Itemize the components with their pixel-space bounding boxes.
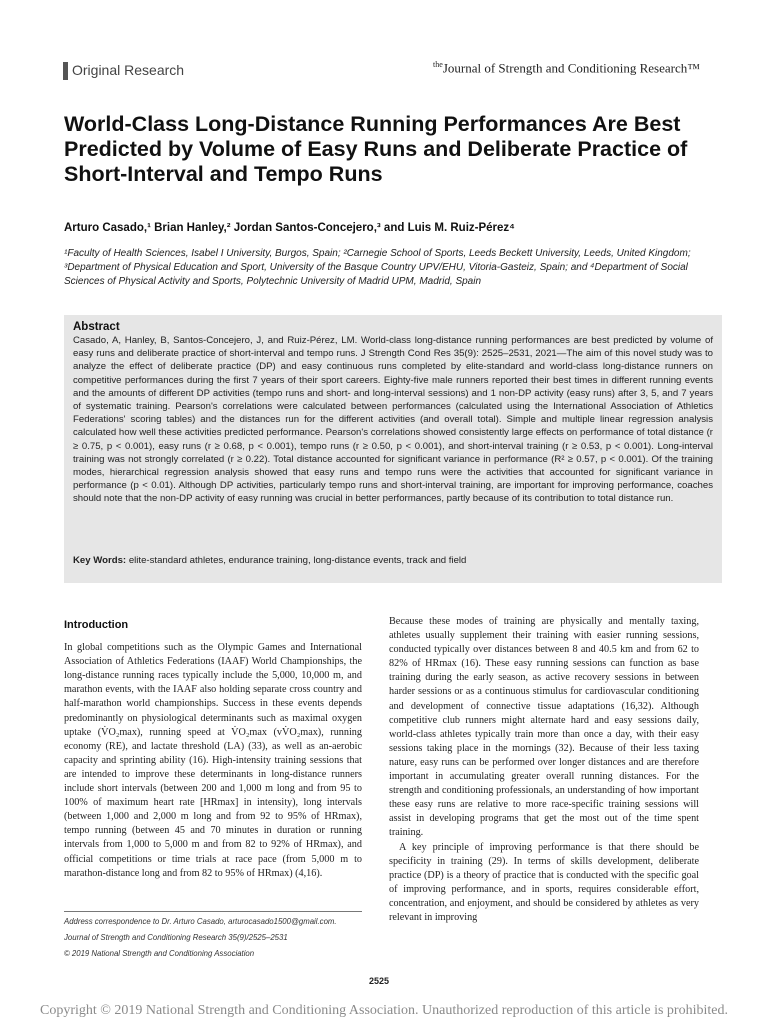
left-column: [64, 618, 362, 881]
abstract-box: [64, 315, 722, 583]
journal-title: Journal of Strength and Conditioning Research™: [442, 60, 700, 76]
introduction-heading: Introduction: [64, 619, 129, 631]
copyright-note: © 2019 National Strength and Conditioning Association: [64, 949, 255, 958]
article-title: World-Class Long-Distance Running Performances Are Best Predicted by Volume of Easy Runs and Deliberate Practice of Short-Interval and Tempo Runs: [64, 112, 688, 186]
affiliations: ¹Faculty of Health Sciences, Isabel I University, Burgos, Spain; ²Carnegie School of Sports, Leeds Beckett University, Leeds, United Kingdom; ³Department of Physical Education and Sport, University of the Basque Country UPV/EHU, Vitoria-Gasteiz, Spain; and ⁴Department of Social Sciences of Physical Activity and Sports, Polytechnic University of Madrid UPM, Madrid, Spain: [64, 248, 691, 287]
citation-note: Journal of Strength and Conditioning Research 35(9)/2525–2531: [64, 933, 288, 942]
abstract-heading: Abstract: [73, 321, 120, 333]
body-paragraph: A key principle of improving performance is that there should be specificity in training (29). In terms of skills development, deliberate practice (DP) is a theory of practice that is conducted with the specific goal of improving performance, and in sports, requires considerable effort, concentration, and enjoyment, and should be considered by athletes as very relevant in improving: [389, 841, 699, 923]
correspondence-note: Address correspondence to Dr. Arturo Casado, arturocasado1500@gmail.com.: [64, 917, 337, 926]
keywords-text: elite-standard athletes, endurance training, long-distance events, track and field: [128, 555, 467, 566]
copyright-watermark: Copyright © 2019 National Strength and Conditioning Association. Unauthorized reproduction of this article is prohibited.: [40, 1003, 728, 1018]
keywords: [73, 555, 713, 566]
footnote-divider: [64, 911, 362, 912]
author-list: Arturo Casado,¹ Brian Hanley,² Jordan Santos-Concejero,³ and Luis M. Ruiz-Pérez⁴: [64, 222, 515, 234]
section-marker-bar: [63, 62, 68, 80]
body-paragraph: In global competitions such as the Olympic Games and International Association of Athletics Federations (IAAF) World Championships, the long-distance running races typically include the 5,000, 10,000 m, and marathon events, with the IAAF also holding separate cross country and half-marathon world championships. Success in these events depends predominantly on physiological determinants such as maximal oxygen uptake (V̇O₂max), running speed at V̇O₂max (vV̇O₂max), running economy (RE), and lactate threshold (LA) (33), as well as an-aerobic capacity and sprinting ability (16). High-intensity training sessions that are intended to improve these determinants in long-distance runners include short intervals (between 200 and 1,000 m long and from 95 to 100% of maximum heart rate [HRmax] in intensity), long intervals (between 1,000 and 2,000 m long and from 92 to 95% of HRmax), tempo running (between 45 and 70 minutes in duration or running intervals from 1,000 to 5,000 m and from 82 to 92% of HRmax), and official competitions or time trials at race pace (from 5,000 m to marathon-distance long and from 82 to 95% of HRmax) (4,16).: [64, 642, 362, 879]
page-number: 2525: [369, 976, 390, 986]
right-column: [389, 615, 699, 925]
journal-name: [433, 60, 700, 76]
footnotes: [64, 914, 364, 962]
section-label: Original Research: [72, 62, 185, 78]
keywords-label: Key Words:: [73, 555, 127, 566]
abstract-text: Casado, A, Hanley, B, Santos-Concejero, J, and Ruiz-Pérez, LM. World-class long-distance running performances are best predicted by volume of easy runs and deliberate practice of short-interval and tempo runs. J Strength Cond Res 35(9): 2525–2531, 2021—The aim of this novel study was to analyze the effect of deliberate practice (DP) and easy continuous runs completed by elite-standard and world-class long-distance runners on competitive performances during the first 7 years of their sport careers. Eighty-five male runners reported their best times in different running events and the amounts of different DP activities (tempo runs and short- and long-interval sessions) and 1 non-DP activity (easy runs) after 3, 5, and 7 years of systematic training. Pearson's correlations were calculated between performances (calculated using the International Association of Athletics Federations' scoring tables) and the distances run for the different activities (and overall total). Simple and multiple linear regression analysis calculated how well these activities predicted performance. Pearson's correlations showed consistently large effects on performance of total distance (r ≥ 0.75, p < 0.001), easy runs (r ≥ 0.68, p < 0.001), tempo runs (r ≥ 0.50, p < 0.001), and short-interval training (r ≥ 0.53, p < 0.001). Long-interval training was not strongly correlated (r ≥ 0.22). Total distance accounted for significant variance in performance (R² ≥ 0.57, p < 0.001). Of the training modes, hierarchical regression analysis showed that easy runs and tempo runs were the activities that accounted for significant variance in performance (p < 0.01). Although DP activities, particularly tempo runs and short-interval training, are important for improving performance, coaches should note that the non-DP activity of easy running was crucial in better performances, partly because of its contribution to total distance run.: [73, 335, 713, 505]
journal-prefix: the: [433, 60, 443, 69]
body-paragraph: Because these modes of training are physically and mentally taxing, athletes usually supplement their training with easier running sessions, conducted typically over distances between 8 and 40.5 km and from 62 to 82% of HRmax (16). These easy running sessions can function as base training during the early season, as active recovery sessions in between harder sessions or as a continuous stimulus for cardiovascular conditioning and development of connective tissue adaptations (16,32). Although competitive club runners might alternate hard and easy sessions daily, world-class athletes typically train more than once a day, with their easy sessions taking place in the mornings (32). Because of their less taxing nature, easy runs can be performed over longer distances and are therefore important in accumulating greater overall running distances. For the strength and conditioning professionals, an understanding of how important these easy runs are relative to more race-specific training sessions will assist in developing programs that get the most out of the time spent training.: [389, 616, 699, 839]
